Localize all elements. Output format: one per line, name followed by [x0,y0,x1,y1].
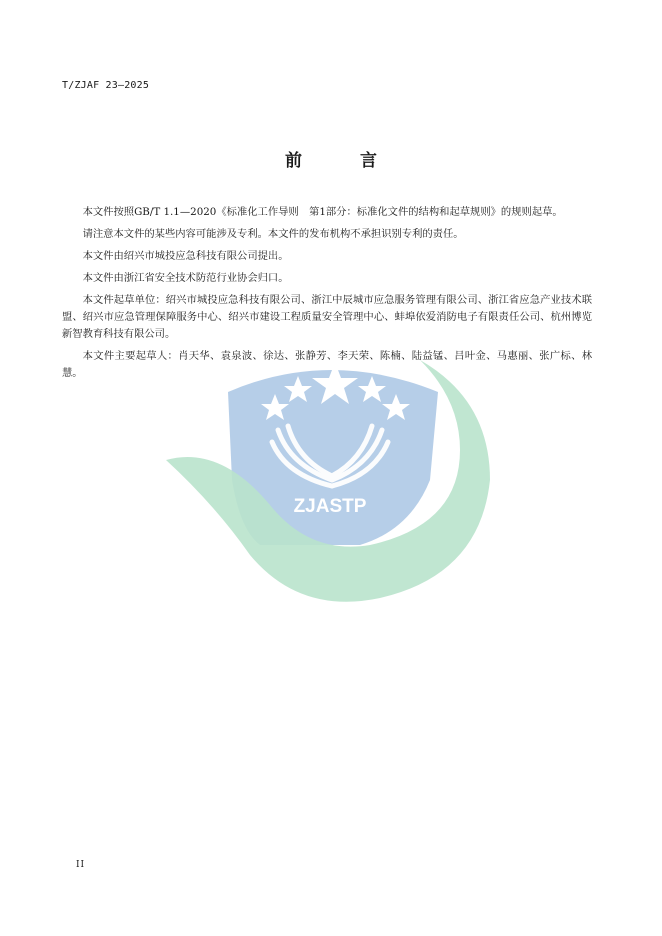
watermark-text: ZJASTP [293,496,367,517]
paragraph: 本文件由绍兴市城投应急科技有限公司提出。 [82,250,289,262]
page-number: II [76,860,86,870]
foreword-body [62,204,592,387]
paragraph: 本文件起草单位：绍兴市城投应急科技有限公司、浙江中辰城市应急服务管理有限公司、浙江省应急产业技术联盟、绍兴市应急管理保障服务中心、绍兴市建设工程质量安全管理中心、蚌埠依爱消防电子有限责任公司、杭州博览新智教育科技有限公司。 [62,294,592,340]
page-title: 前 言 [285,151,403,171]
paragraph: 本文件由浙江省安全技术防范行业协会归口。 [82,272,289,284]
doc-code: T/ZJAF 23—2025 [62,80,150,91]
paragraph: 本文件按照GB/T 1.1—2020《标准化工作导则 第1部分：标准化文件的结构和起草规则》的规则起草。 [82,206,563,218]
paragraph: 本文件主要起草人：肖天华、袁泉波、徐达、张静芳、李天荣、陈楠、陆益锰、吕叶金、马惠丽、张广标、林慧。 [62,350,592,379]
paragraph: 请注意本文件的某些内容可能涉及专利。本文件的发布机构不承担识别专利的责任。 [82,228,464,240]
